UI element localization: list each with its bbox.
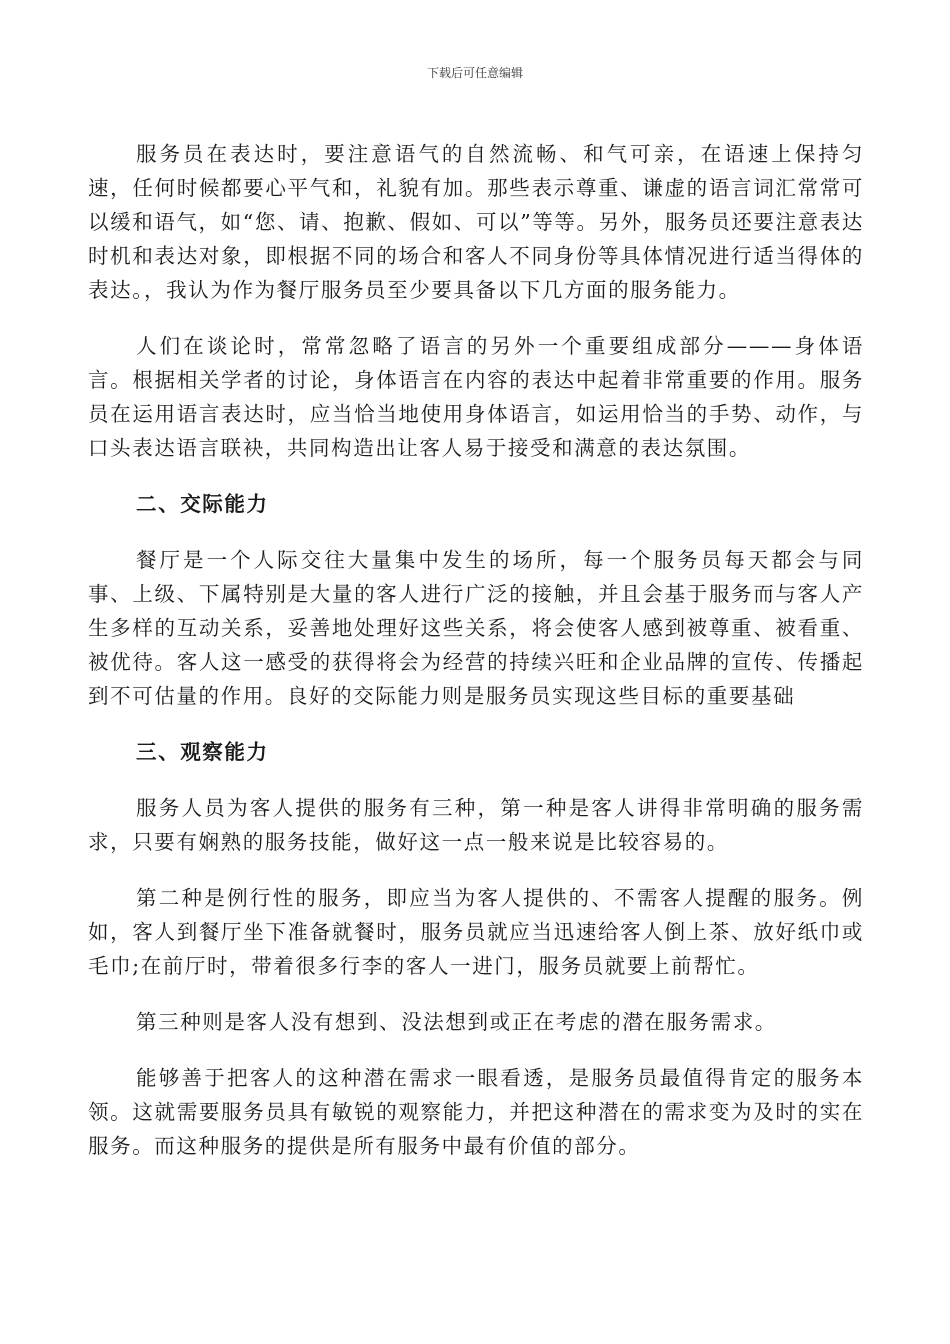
paragraph-observation-skill: 能够善于把客人的这种潜在需求一眼看透，是服务员最值得肯定的服务本领。这就需要服务员具有敏锐的观察能力，并把这种潜在的需求变为及时的实在服务。而这种服务的提供是所有服务中最有价值的部分。	[88, 1066, 864, 1158]
page-header-note: 下载后可任意编辑	[426, 66, 523, 80]
paragraph-service-type-one: 服务人员为客人提供的服务有三种，第一种是客人讲得非常明确的服务需求，只要有娴熟的服务技能，做好这一点一般来说是比较容易的。	[88, 796, 864, 854]
section-heading-observation: 三、观察能力	[136, 740, 269, 764]
paragraph-service-type-three: 第三种则是客人没有想到、没法想到或正在考虑的潜在服务需求。	[136, 1010, 777, 1034]
document-body	[88, 137, 864, 1163]
paragraph-expression-tone: 服务员在表达时，要注意语气的自然流畅、和气可亲，在语速上保持匀速，任何时候都要心平气和，礼貌有加。那些表示尊重、谦虚的语言词汇常常可以缓和语气，如“您、请、抱歉、假如、可以”等等。另外，服务员还要注意表达时机和表达对象，即根据不同的场合和客人不同身份等具体情况进行适当得体的表达。，我认为作为餐厅服务员至少要具备以下几方面的服务能力。	[88, 142, 864, 302]
paragraph-body-language: 人们在谈论时，常常忽略了语言的另外一个重要组成部分———身体语言。根据相关学者的讨论，身体语言在内容的表达中起着非常重要的作用。服务员在运用语言表达时，应当恰当地使用身体语言，如运用恰当的手势、动作，与口头表达语言联袂，共同构造出让客人易于接受和满意的表达氛围。	[88, 334, 864, 460]
paragraph-communication: 餐厅是一个人际交往大量集中发生的场所，每一个服务员每天都会与同事、上级、下属特别是大量的客人进行广泛的接触，并且会基于服务而与客人产生多样的互动关系，妥善地处理好这些关系，将会使客人感到被尊重、被看重、被优待。客人这一感受的获得将会为经营的持续兴旺和企业品牌的宣传、传播起到不可估量的作用。良好的交际能力则是服务员实现这些目标的重要基础	[88, 548, 864, 708]
paragraph-service-type-two: 第二种是例行性的服务，即应当为客人提供的、不需客人提醒的服务。例如，客人到餐厅坐下准备就餐时，服务员就应当迅速给客人倒上茶、放好纸巾或毛巾;在前厅时，带着很多行李的客人一进门，服务员就要上前帮忙。	[88, 886, 864, 978]
section-heading-communication: 二、交际能力	[136, 492, 269, 516]
